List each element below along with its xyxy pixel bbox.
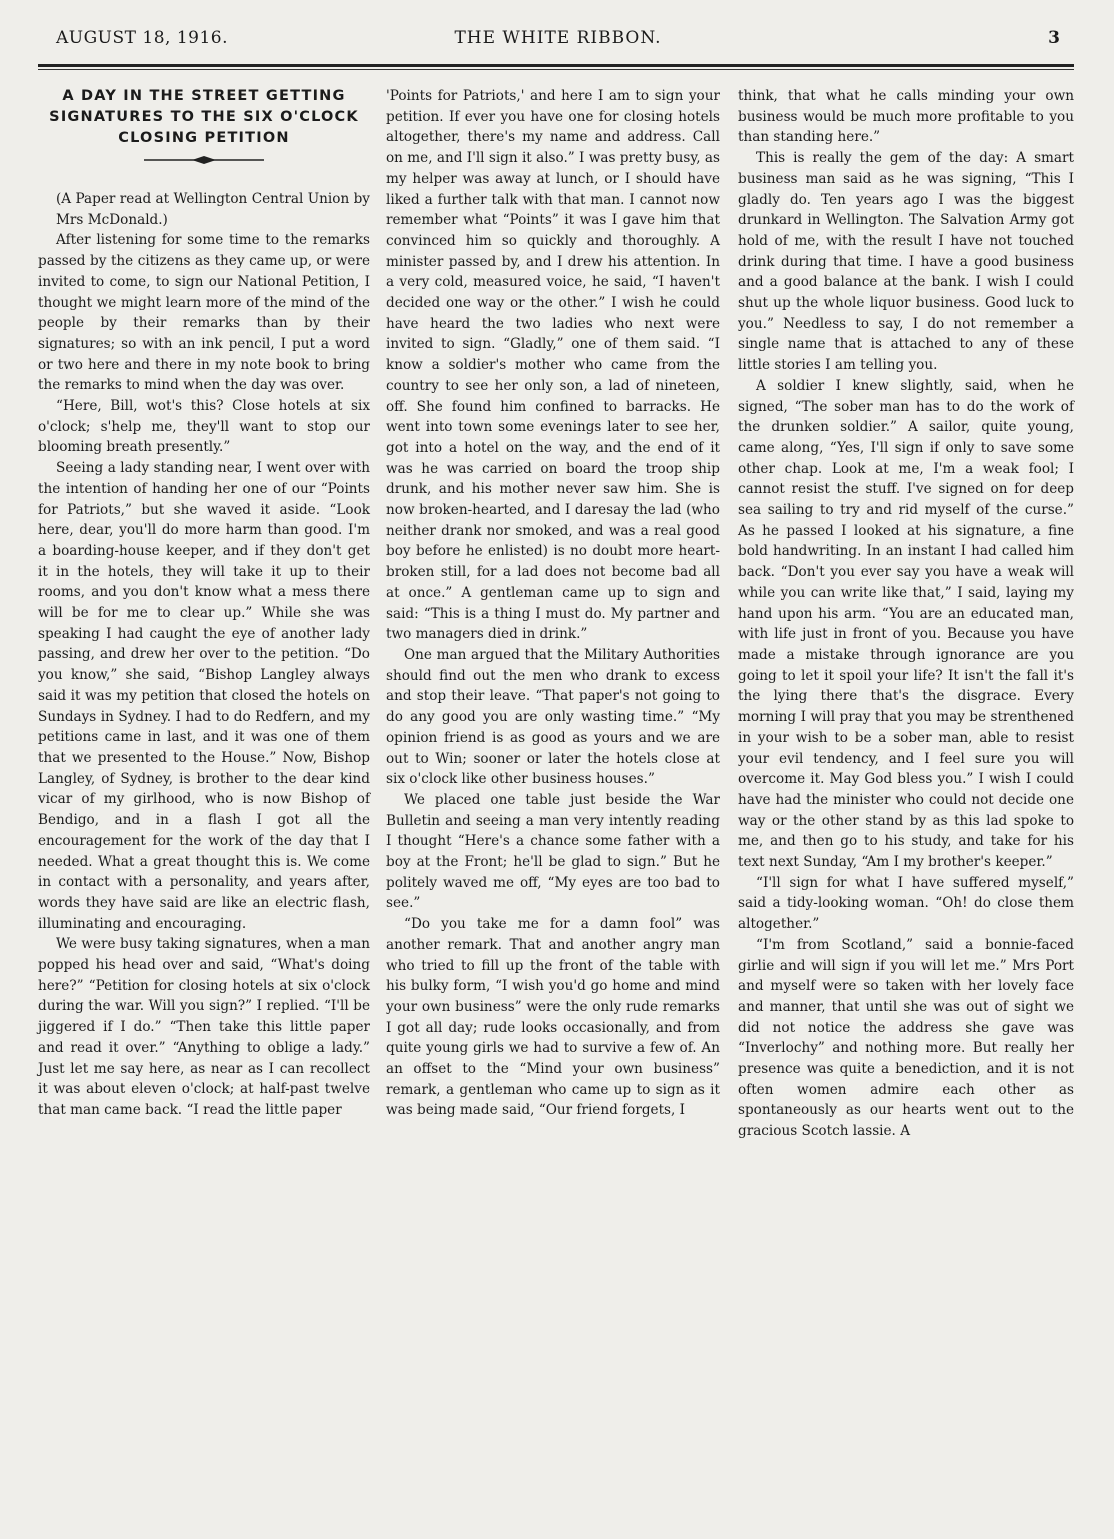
paragraph: 'Points for Patriots,' and here I am to sign your petition. If ever you have one for closing hotels altogether, there's my name and address. Call on me, and I'll sign it also.” I was pretty busy, as my helper was away at lunch, or I should have liked a further talk with that man. I cannot now remember what “Points” it was I gave him that convinced him so quickly and thoroughly. A minister passed by, and I drew his attention. In a very cold, measured voice, he said, “I haven't decided one way or the other.” I wish he could have heard the two ladies who next were invited to sign. “Gladly,” one of them said. “I know a soldier's mother who came from the country to see her only son, a lad of nineteen, off. She found him confined to barracks. He went into town some evenings later to see her, got into a hotel on the way, and the end of it was he was carried on board the troop ship drunk, and his mother never saw him. She is now broken-hearted, and I daresay the lad (who neither drank nor smoked, and was a real good boy before he enlisted) is no doubt more heart-broken still, for a lad does not become bad all at once.” A gentleman came up to sign and said: “This is a thing I must do. My partner and two managers died in drink.”: [386, 88, 720, 643]
paragraph: One man argued that the Military Authorities should find out the men who drank to excess and stop their leave. “That paper's not going to do any good you are only wasting time.” “My opinion friend is as good as yours and we are out to Win; sooner or later the hotels close at six o'clock like other business houses.”: [386, 646, 720, 788]
paragraph: “I'm from Scotland,” said a bonnie-faced girlie and will sign if you will let me.” Mrs Port and myself were so taken with her lovely face and manner, that until she was out of sight we did not notice the address she gave was “Inverlochy” and nothing more. But really her presence was quite a benediction, and it is not often women admire each other as spontaneously as our hearts went out to the gracious Scotch lassie. A: [738, 936, 1074, 1140]
publication-title: THE WHITE RIBBON.: [454, 28, 662, 48]
header-rule-thick: [38, 64, 1074, 67]
issue-date: AUGUST 18, 1916.: [56, 28, 229, 48]
paragraph: We placed one table just beside the War Bulletin and seeing a man very intently reading I thought “Here's a chance some father with a boy at the Front; he'll be glad to sign.” But he politely waved me off, “My eyes are too bad to see.”: [386, 791, 720, 912]
paragraph: “I'll sign for what I have suffered myself,” said a tidy-looking woman. “Oh! do close them altogether.”: [738, 874, 1074, 933]
paragraph: A soldier I knew slightly, said, when he signed, “The sober man has to do the work of the drunken soldier.” A sailor, quite young, came along, “Yes, I'll sign if only to save some other chap. Look at me, I'm a weak fool; I cannot resist the stuff. I've signed on for deep sea sailing to try and rid myself of the curse.” As he passed I looked at his signature, a fine bold handwriting. In an instant I had called him back. “Don't you ever say you have a weak will while you can write like that,” I said, laying my hand upon his arm. “You are an educated man, with life just in front of you. Because you have made a mistake through ignorance are you going to let it spoil your life? It isn't the fall it's the lying there that's the disgrace. Every morning I will pray that you may be strenthened in your wish to be a sober man, able to resist your evil tendency, and I feel sure you will overcome it. May God bless you.” I wish I could have had the minister who could not decide one way or the other stand by as this lad spoke to me, and then go to his study, and take for his text next Sunday, “Am I my brother's keeper.”: [738, 377, 1074, 871]
page-header: [56, 28, 1060, 58]
paragraph: After listening for some time to the remarks passed by the citizens as they came up, or were invited to come, to sign our National Petition, I thought we might learn more of the mind of the people by their remarks than by their signatures; so with an ink pencil, I put a word or two here and there in my note book to bring the remarks to mind when the day was over.: [38, 232, 370, 394]
divider-ornament-icon: [144, 155, 264, 165]
article-headline: A DAY IN THE STREET GETTING SIGNATURES TO THE SIX O'CLOCK CLOSING PETITION: [49, 88, 359, 146]
column-2: [386, 86, 720, 1121]
paragraph: This is really the gem of the day: A smart business man said as he was signing, “This I gladly do. Ten years ago I was the biggest drunkard in Wellington. The Salvation Army got hold of me, with the result I have not touched drink during that time. I have a good business and a good balance at the bank. I wish I could shut up the whole liquor business. Good luck to you.” Needless to say, I do not remember a single name that is attached to any of these little stories I am telling you.: [738, 150, 1074, 374]
paragraph: We were busy taking signatures, when a man popped his head over and said, “What's doing here?” “Petition for closing hotels at six o'clock during the war. Will you sign?” I replied. “I'll be jiggered if I do.” “Then take this little paper and read it over.” “Anything to oblige a lady.” Just let me say here, as near as I can recollect it was about eleven o'clock; at half-past twelve that man came back. “I read the little paper: [38, 936, 370, 1118]
paragraph: think, that what he calls minding your own business would be much more profitable to you than standing here.”: [738, 88, 1074, 146]
page-number: 3: [1048, 28, 1060, 48]
paragraph: “Do you take me for a damn fool” was another remark. That and another angry man who tried to fill up the front of the table with his bulky form, “I wish you'd go home and mind your own business” were the only rude remarks I got all day; rude looks occasionally, and from quite young girls we had to survive a few of. An an offset to the “Mind your own business” remark, a gentleman who came up to sign as it was being made said, “Our friend forgets, I: [386, 916, 720, 1119]
paragraph: “Here, Bill, wot's this? Close hotels at six o'clock; s'help me, they'll want to stop our blooming breath presently.”: [38, 398, 370, 456]
article-byline: (A Paper read at Wellington Central Union by Mrs McDonald.): [56, 191, 370, 228]
column-1: [38, 86, 370, 1121]
column-3: [738, 86, 1074, 1142]
paragraph: Seeing a lady standing near, I went over with the intention of handing her one of our “Points for Patriots,” but she waved it aside. “Look here, dear, you'll do more harm than good. I'm a boarding-house keeper, and if they don't get it in the hotels, they will take it up to their rooms, and you don't know what a mess there will be for me to clear up.” While she was speaking I had caught the eye of another lady passing, and drew her over to the petition. “Do you know,” she said, “Bishop Langley always said it was my petition that closed the hotels on Sundays in Sydney. I had to do Redfern, and my petitions came in last, and it was one of them that we presented to the House.” Now, Bishop Langley, of Sydney, is brother to the dear kind vicar of my girlhood, who is now Bishop of Bendigo, and in a flash I got all the encouragement for the work of the day that I needed. What a great thought this is. We come in contact with a personality, and years after, words they have said are like an electric flash, illuminating and encouraging.: [38, 460, 370, 932]
header-rule-thin: [38, 69, 1074, 70]
